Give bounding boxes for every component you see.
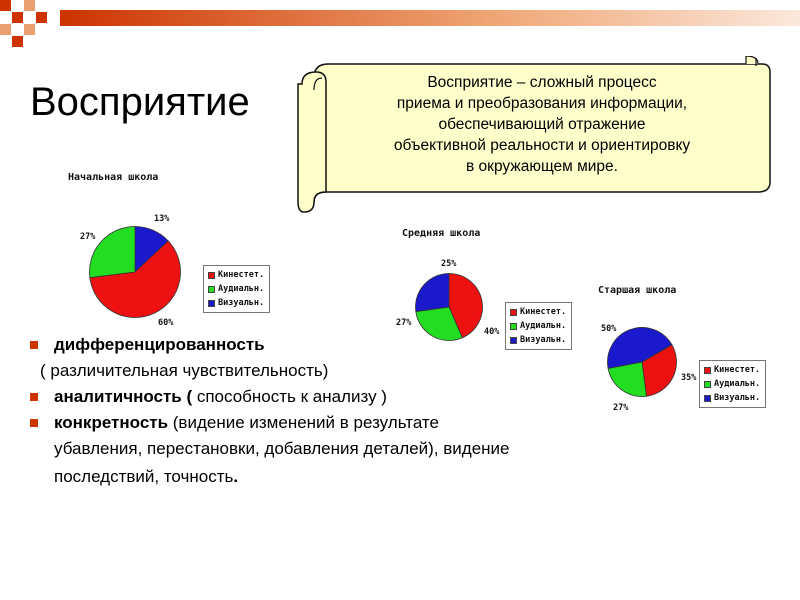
bullet-item [28,384,728,410]
bullet-strong: дифференцированность [54,335,265,354]
legend-swatch [208,286,215,293]
legend-item [208,268,264,282]
bullet-subline: ( различительная чувствительность) [40,361,329,380]
value-label: 27% [80,232,96,242]
value-label: 35% [681,373,697,383]
legend-label: Визуальн. [714,393,761,403]
legend-label: Кинестет. [714,365,761,375]
definition-line: приема и преобразования информации, [396,95,688,112]
bullet-marker [30,341,38,349]
legend-label: Аудиальн. [520,321,567,331]
legend-primary [203,265,270,313]
legend-swatch [208,300,215,307]
legend-label: Визуальн. [218,298,265,308]
definition-line: в окружающем мире. [466,158,618,175]
page-title: Восприятие [30,80,250,124]
bullet-end: . [233,467,239,486]
bullet-marker [30,419,38,427]
legend-label: Визуальн. [520,335,567,345]
legend-swatch [208,272,215,279]
chart-title-primary: Начальная школа [68,172,159,183]
pie-chart-primary [88,225,182,319]
value-label: 13% [154,214,170,224]
bullet-list [28,332,728,491]
bullet-text: способность к анализу ) [192,387,387,406]
legend-swatch [510,323,517,330]
slice-visual [416,274,450,312]
chart-title-middle: Средняя школа [402,228,481,239]
value-label: 27% [613,403,629,413]
bullet-continuation [28,462,728,491]
definition-line: обеспечивающий отражение [438,116,646,133]
value-label: 40% [484,327,500,337]
legend-label: Аудиальн. [218,284,265,294]
definition-text [322,72,762,177]
value-label: 50% [601,324,617,334]
definition-line: объективной реальности и ориентировку [393,137,691,154]
legend-item [510,305,566,319]
bullet-marker [30,393,38,401]
chart-title-senior: Старшая школа [598,285,677,296]
bullet-item [28,332,728,358]
legend-item [208,296,264,310]
legend-item [208,282,264,296]
bullet-text: убавления, перестановки, добавления деталей), видение [54,439,510,458]
bullet-text: последствий, точность [54,467,234,486]
bullet-strong: аналитичность ( [54,387,193,406]
slice-audial [90,227,136,278]
value-label: 60% [158,318,174,328]
value-label: 27% [396,318,412,328]
bullet-item [28,410,728,436]
legend-swatch [510,309,517,316]
definition-line: Восприятие – сложный процесс [427,74,657,91]
corner-decoration [0,0,60,50]
bullet-continuation [28,436,728,462]
bullet-text: (видение изменений в результате [168,413,439,432]
legend-item [510,319,566,333]
legend-label: Кинестет. [520,307,567,317]
legend-label: Аудиальн. [714,379,761,389]
value-label: 25% [441,259,457,269]
legend-label: Кинестет. [218,270,265,280]
bullet-strong: конкретность [54,413,169,432]
top-gradient-bar [60,10,800,26]
